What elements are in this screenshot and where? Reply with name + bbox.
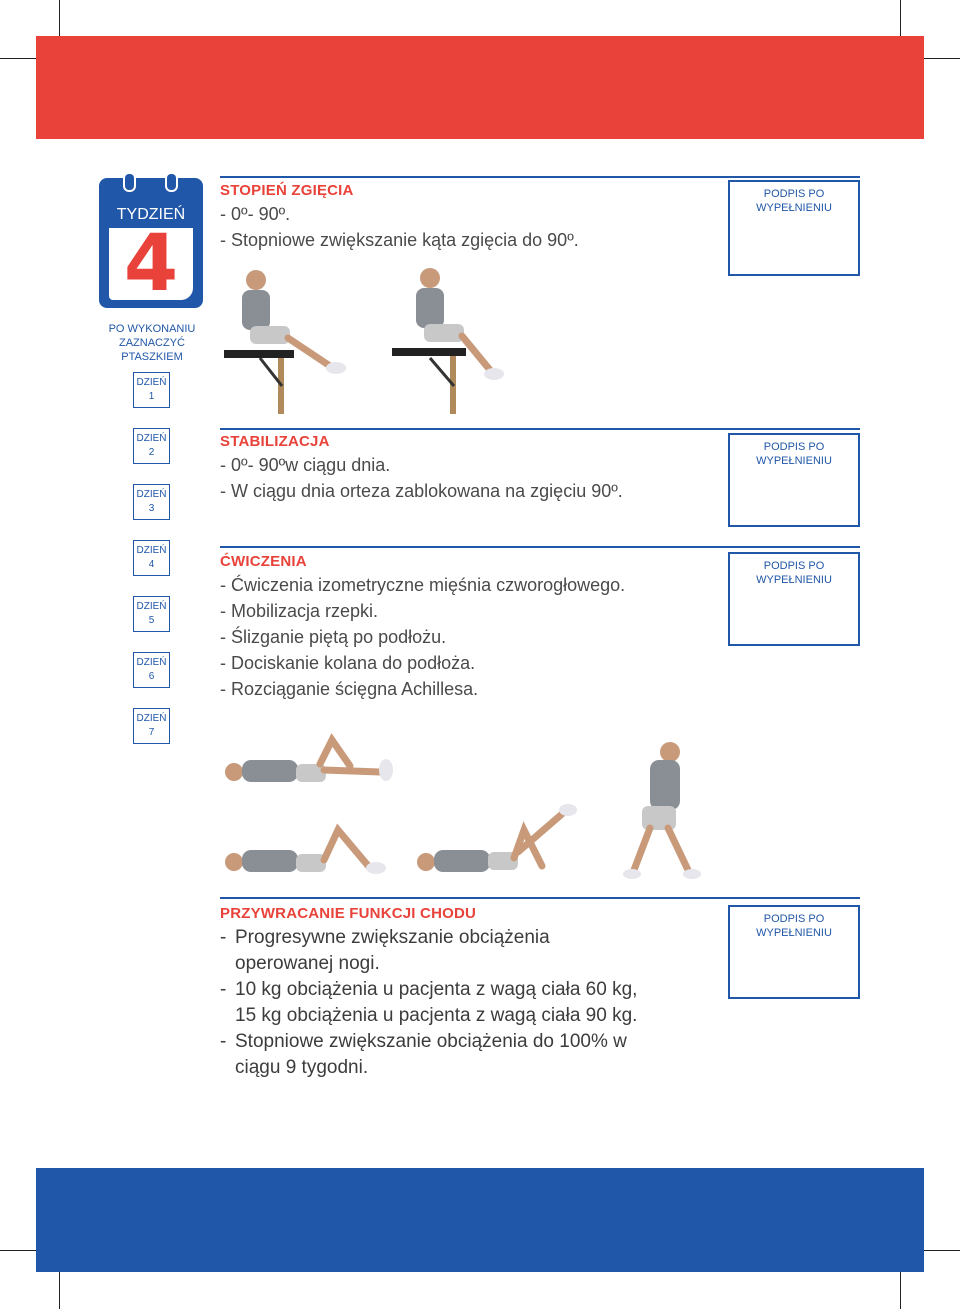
day-checkbox-7[interactable]: DZIEŃ 7: [133, 708, 170, 744]
week-number-box: [109, 219, 193, 309]
stabilization-line: - W ciągu dnia orteza zablokowana na zgięciu 90º.: [220, 481, 623, 501]
photo-seated-flexion-1: [220, 266, 350, 416]
section-divider: [220, 546, 860, 548]
photo-seated-flexion-2: [390, 266, 520, 416]
week-number: 4: [123, 219, 179, 309]
calendar-ring: [125, 174, 134, 190]
photo-heel-slide: [220, 820, 396, 882]
week-calendar-icon: [99, 178, 203, 308]
crop-mark: [59, 1266, 60, 1309]
week-label: TYDZIEŃ: [116, 206, 186, 223]
signature-box[interactable]: PODPIS PO WYPEŁNIENIU: [728, 433, 860, 527]
section-title-exercises: ĆWICZENIA: [220, 553, 307, 570]
photo-isometric-quad: [220, 730, 396, 792]
day-checkbox-1[interactable]: DZIEŃ 1: [133, 372, 170, 408]
header-band: [36, 36, 924, 139]
tick-hint: PO WYKONANIU ZAZNACZYĆ PTASZKIEM: [108, 323, 196, 363]
signature-box[interactable]: PODPIS PO WYPEŁNIENIU: [728, 905, 860, 999]
section-title-gait: PRZYWRACANIE FUNKCJI CHODU: [220, 905, 477, 922]
signature-box[interactable]: PODPIS PO WYPEŁNIENIU: [728, 180, 860, 276]
section-title-stabilization: STABILIZACJA: [220, 433, 330, 450]
day-checkbox-4[interactable]: DZIEŃ 4: [133, 540, 170, 576]
photo-achilles-stretch: [620, 738, 704, 882]
day-checkbox-6[interactable]: DZIEŃ 6: [133, 652, 170, 688]
exercise-line: - Ćwiczenia izometryczne mięśnia czworogłowego.: [220, 575, 626, 595]
exercise-line: - Dociskanie kolana do podłoża.: [220, 653, 476, 673]
section-divider: [220, 428, 860, 430]
exercise-line: - Mobilizacja rzepki.: [220, 601, 379, 621]
calendar-ring: [167, 174, 176, 190]
photo-leg-raise: [412, 796, 582, 882]
section-divider: [220, 897, 860, 899]
exercise-line: - Rozciąganie ścięgna Achillesa.: [220, 679, 479, 699]
section-title-flexion: STOPIEŃ ZGIĘCIA: [220, 182, 354, 199]
crop-mark: [900, 1266, 901, 1309]
exercise-line: - Ślizganie piętą po podłożu.: [220, 627, 447, 647]
crop-mark: [918, 58, 960, 59]
footer-band: [36, 1168, 924, 1272]
signature-box[interactable]: PODPIS PO WYPEŁNIENIU: [728, 552, 860, 646]
section-divider: [220, 176, 860, 178]
day-checkbox-2[interactable]: DZIEŃ 2: [133, 428, 170, 464]
day-checkbox-3[interactable]: DZIEŃ 3: [133, 484, 170, 520]
crop-mark: [918, 1250, 960, 1251]
flexion-line: - Stopniowe zwiększanie kąta zgięcia do 90º.: [220, 230, 579, 250]
stabilization-line: - 0º- 90ºw ciągu dnia.: [220, 455, 391, 475]
day-checkbox-5[interactable]: DZIEŃ 5: [133, 596, 170, 632]
flexion-line: - 0º- 90º.: [220, 204, 291, 224]
